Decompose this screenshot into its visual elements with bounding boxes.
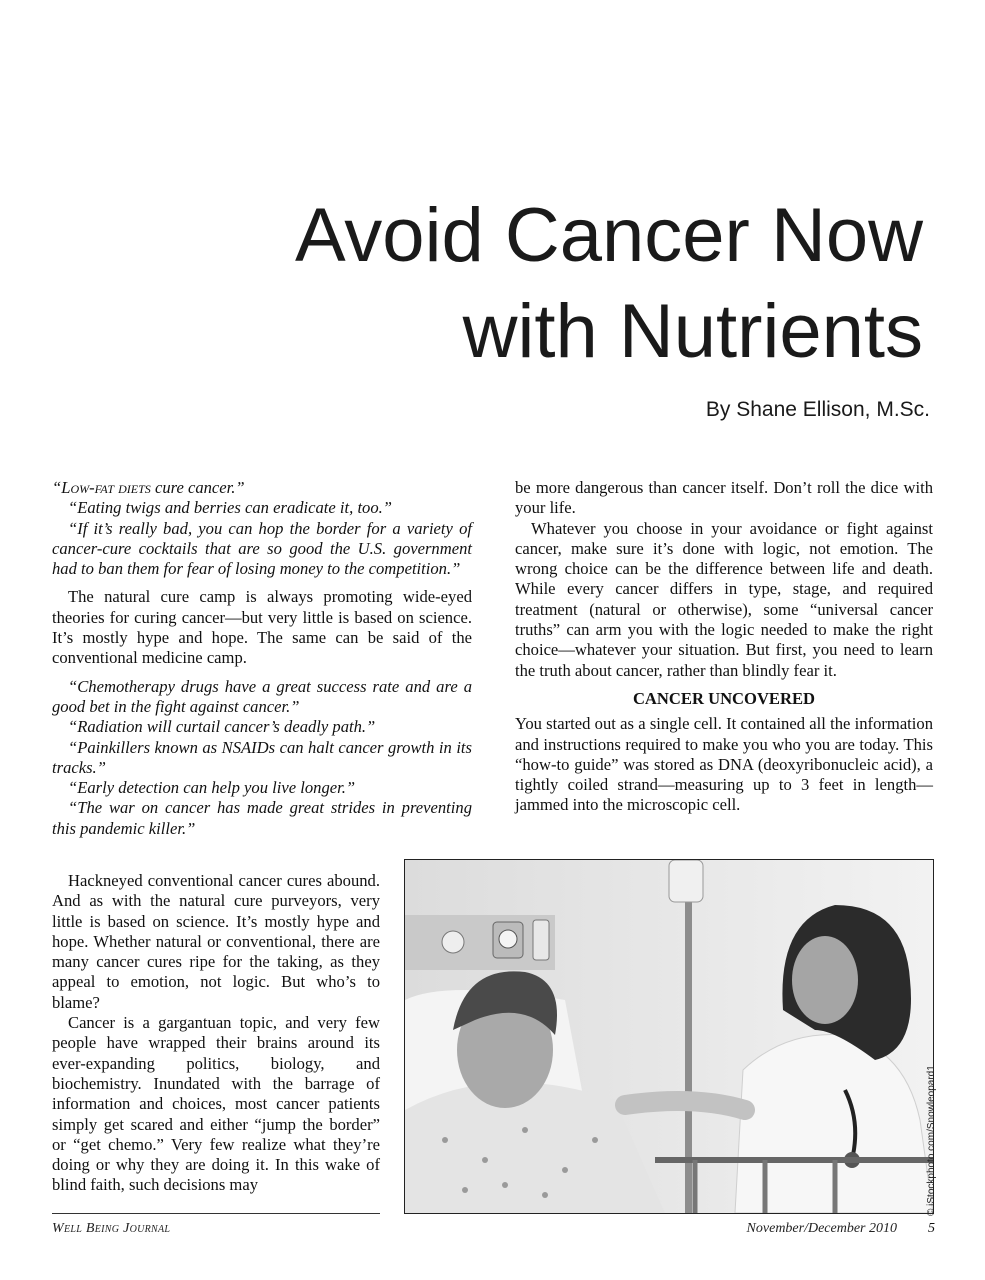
quote-paragraph: “If it’s really bad, you can hop the border for a variety of cancer-cure cocktails that are so good the U.S. government had to ban them for fear of losing money to the competition.” [52,518,472,579]
quote-paragraph [52,478,472,498]
body-paragraph: Cancer is a gargantuan topic, and very few people have wrapped their brains around its ever-expanding politics, biology, and biochemistry. Inundated with the barrage of information and choices, most cancer patients simply get scared and either “jump the border” or “get chemo.” Very few realize what they’re doing or why they are doing it. In this wake of blind faith, such decisions may [52,1013,380,1195]
iv-bag [669,860,703,902]
page-number: 5 [928,1221,935,1236]
photo-illustration [405,860,933,1213]
body-paragraph: be more dangerous than cancer itself. Don’t roll the dice with your life. [515,478,933,518]
footer-rule [52,1213,380,1214]
title-line-1: Avoid Cancer Now [294,193,923,278]
photo-credit: © iStockphoto.com/Snowleopard1 [926,1065,937,1216]
quote-paragraph: “Radiation will curtail cancer’s deadly path.” [68,717,376,737]
doctor-arm [625,1101,745,1110]
quote-paragraph: “The war on cancer has made great strides in preventing this pandemic killer.” [52,798,472,838]
quote-paragraph: “Eating twigs and berries can eradicate it, too.” [68,498,393,518]
quote-paragraph: “Early detection can help you live longer.” [68,778,356,798]
quote-paragraph: “Chemotherapy drugs have a great success rate and are a good bet in the fight against cancer.” [52,676,472,716]
doctor-face [792,936,858,1024]
left-column [52,478,472,839]
quote-lead-smallcaps: “Low-fat diets [52,478,151,497]
right-column [515,478,933,816]
quote-lead-rest: cure cancer.” [150,478,245,497]
body-paragraph: Whatever you choose in your avoidance or fight against cancer, make sure it’s done with logic, not emotion. The wrong choice can be the difference between life and death. While every cancer differs in type, stage, and required treatment (natural or otherwise), some “universal cancer truths” can arm you with the logic needed to make the right choice—whatever your situation. But first, you need to learn the truth about cancer, rather than blindly fear it. [515,518,933,680]
article-title [123,188,923,380]
body-paragraph: The natural cure camp is always promoting wide-eyed theories for curing cancer—but very little is based on science. It’s mostly hype and hope. The same can be said of the conventional medicine camp. [52,587,472,668]
gauge-icon [442,931,464,953]
quote-paragraph: “Painkillers known as NSAIDs can halt cancer growth in its tracks.” [52,737,472,777]
footer-publication: Well Being Journal [52,1221,171,1236]
body-paragraph: You started out as a single cell. It contained all the information and instructions required to make you who you are today. This “how-to guide” was stored as DNA (deoxyribonucleic acid), a tightly coiled strand—measuring up to 3 feet in length—jammed into the microscopic cell. [515,714,933,815]
left-narrow-column [52,871,380,1196]
hospital-photo [404,859,934,1214]
byline: By Shane Ellison, M.Sc. [705,398,930,421]
title-line-2: with Nutrients [462,289,923,374]
section-heading: CANCER UNCOVERED [632,688,816,708]
body-paragraph: Hackneyed conventional cancer cures abound. And as with the natural cure purveyors, very little is based on science. It’s mostly hype and hope. Whether natural or conventional, there are many cancer cures ripe for the taking, as they appeal to emotion, not logic. But who’s to blame? [52,871,380,1012]
footer-issue: November/December 2010 [746,1221,897,1236]
